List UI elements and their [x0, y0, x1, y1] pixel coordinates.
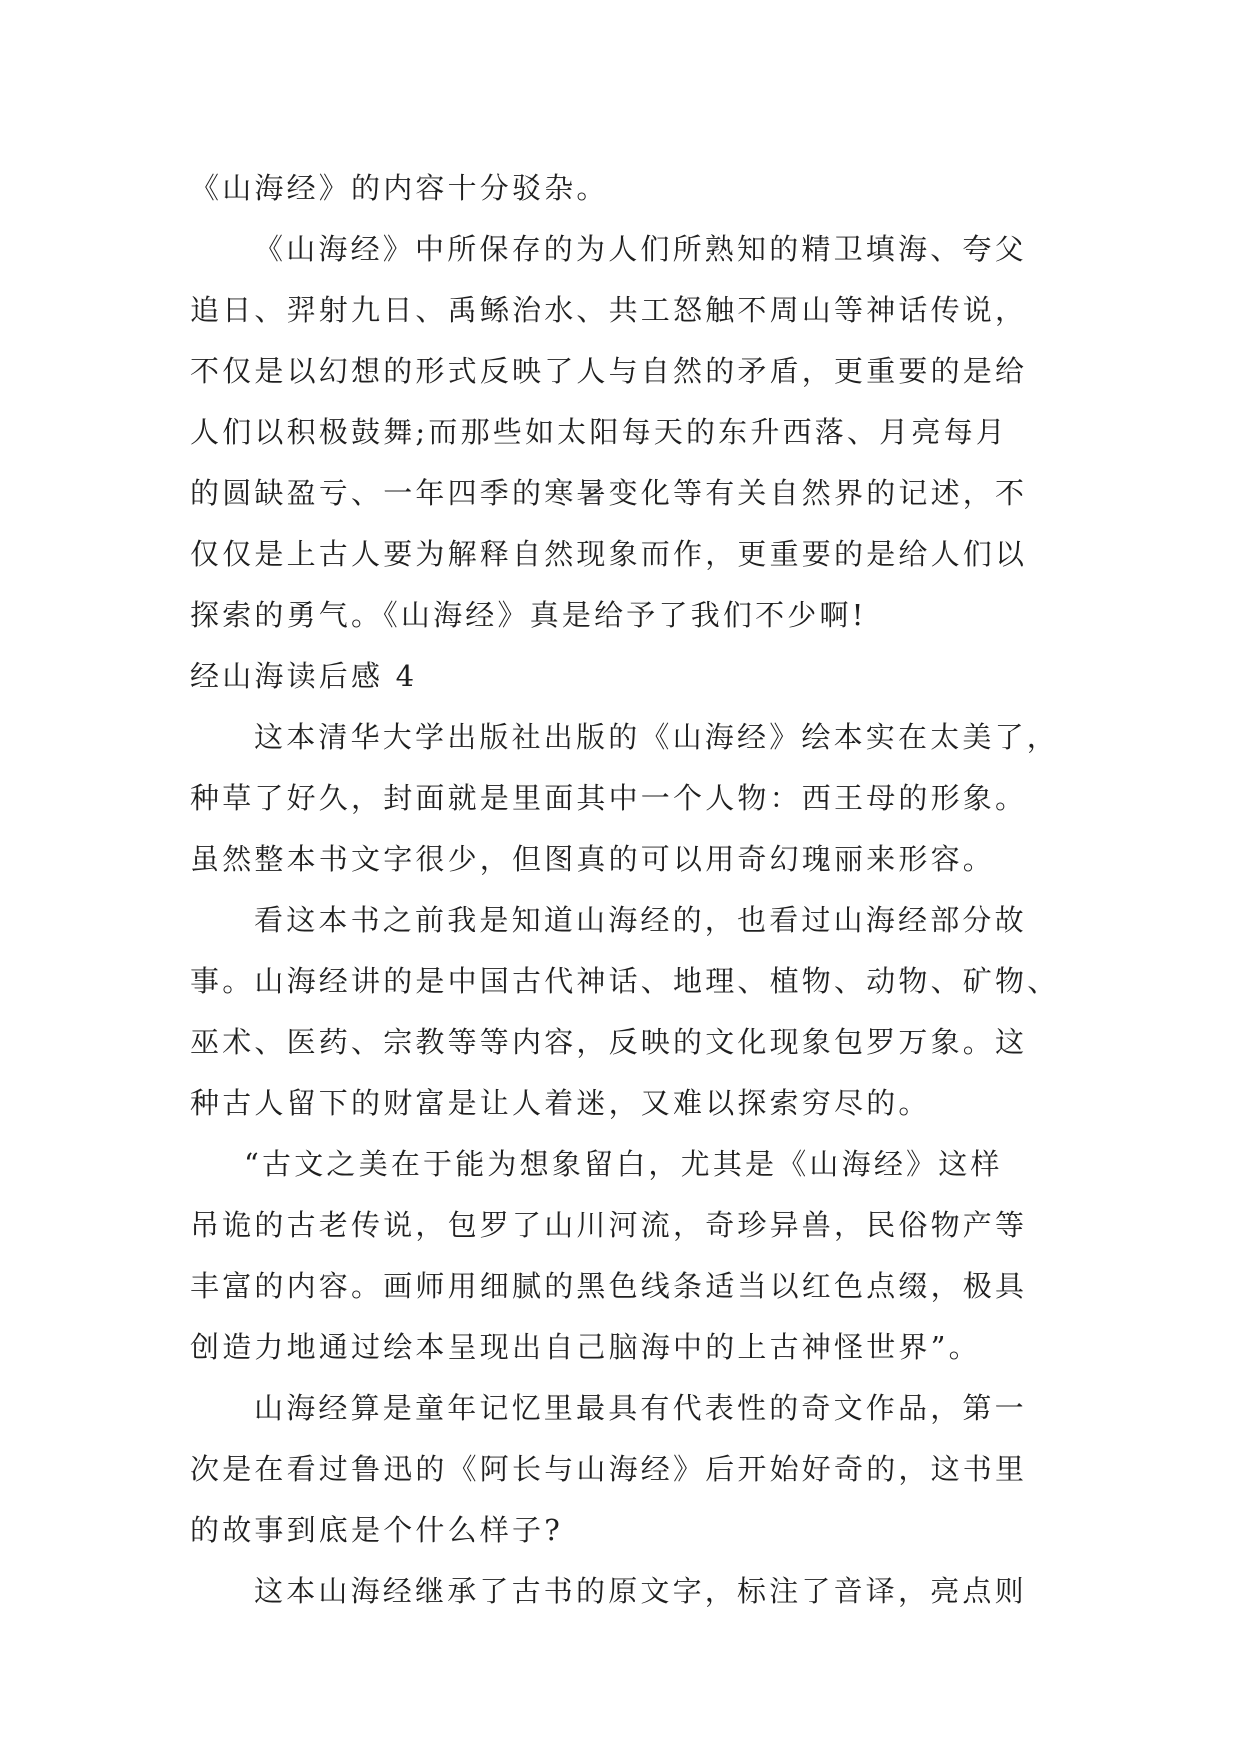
- text-line: 这本清华大学出版社出版的《山海经》绘本实在太美了，: [254, 720, 1060, 754]
- body-text: [190, 158, 1070, 1622]
- text-line: 种草了好久，封面就是里面其中一个人物：西王母的形象。: [190, 781, 1028, 815]
- text-line: 仅仅是上古人要为解释自然现象而作，更重要的是给人们以: [190, 537, 1028, 571]
- text-line: 吊诡的古老传说，包罗了山川河流，奇珍异兽，民俗物产等: [190, 1208, 1028, 1242]
- text-line: 不仅是以幻想的形式反映了人与自然的矛盾，更重要的是给: [190, 354, 1028, 388]
- text-line: 事。山海经讲的是中国古代神话、地理、植物、动物、矿物、: [190, 964, 1060, 998]
- text-line: 次是在看过鲁迅的《阿长与山海经》后开始好奇的，这书里: [190, 1452, 1028, 1486]
- text-line: 山海经算是童年记忆里最具有代表性的奇文作品，第一: [254, 1391, 1027, 1425]
- text-line: 巫术、医药、宗教等等内容，反映的文化现象包罗万象。这: [190, 1025, 1028, 1059]
- text-line: 探索的勇气。《山海经》真是给予了我们不少啊!: [190, 598, 867, 632]
- text-line: 追日、羿射九日、禹鲧治水、共工怒触不周山等神话传说，: [190, 293, 1028, 327]
- text-line: 的故事到底是个什么样子?: [190, 1513, 563, 1547]
- section-heading: 经山海读后感 4: [190, 659, 418, 693]
- text-line: 创造力地通过绘本呈现出自己脑海中的上古神怪世界”。: [190, 1330, 981, 1364]
- text-line: 《山海经》中所保存的为人们所熟知的精卫填海、夸父: [254, 232, 1027, 266]
- text-line: 看这本书之前我是知道山海经的，也看过山海经部分故: [254, 903, 1027, 937]
- text-line: 的圆缺盈亏、一年四季的寒暑变化等有关自然界的记述，不: [190, 476, 1028, 510]
- text-line: “古文之美在于能为想象留白，尤其是《山海经》这样: [244, 1147, 1003, 1181]
- text-line: 人们以积极鼓舞;而那些如太阳每天的东升西落、月亮每月: [190, 415, 1008, 449]
- text-line: 虽然整本书文字很少，但图真的可以用奇幻瑰丽来形容。: [190, 842, 996, 876]
- text-line: 《山海经》的内容十分驳杂。: [190, 171, 609, 205]
- text-line: 丰富的内容。画师用细腻的黑色线条适当以红色点缀，极具: [190, 1269, 1028, 1303]
- text-line: 种古人留下的财富是让人着迷，又难以探索穷尽的。: [190, 1086, 931, 1120]
- text-line: 这本山海经继承了古书的原文字，标注了音译，亮点则: [254, 1574, 1027, 1608]
